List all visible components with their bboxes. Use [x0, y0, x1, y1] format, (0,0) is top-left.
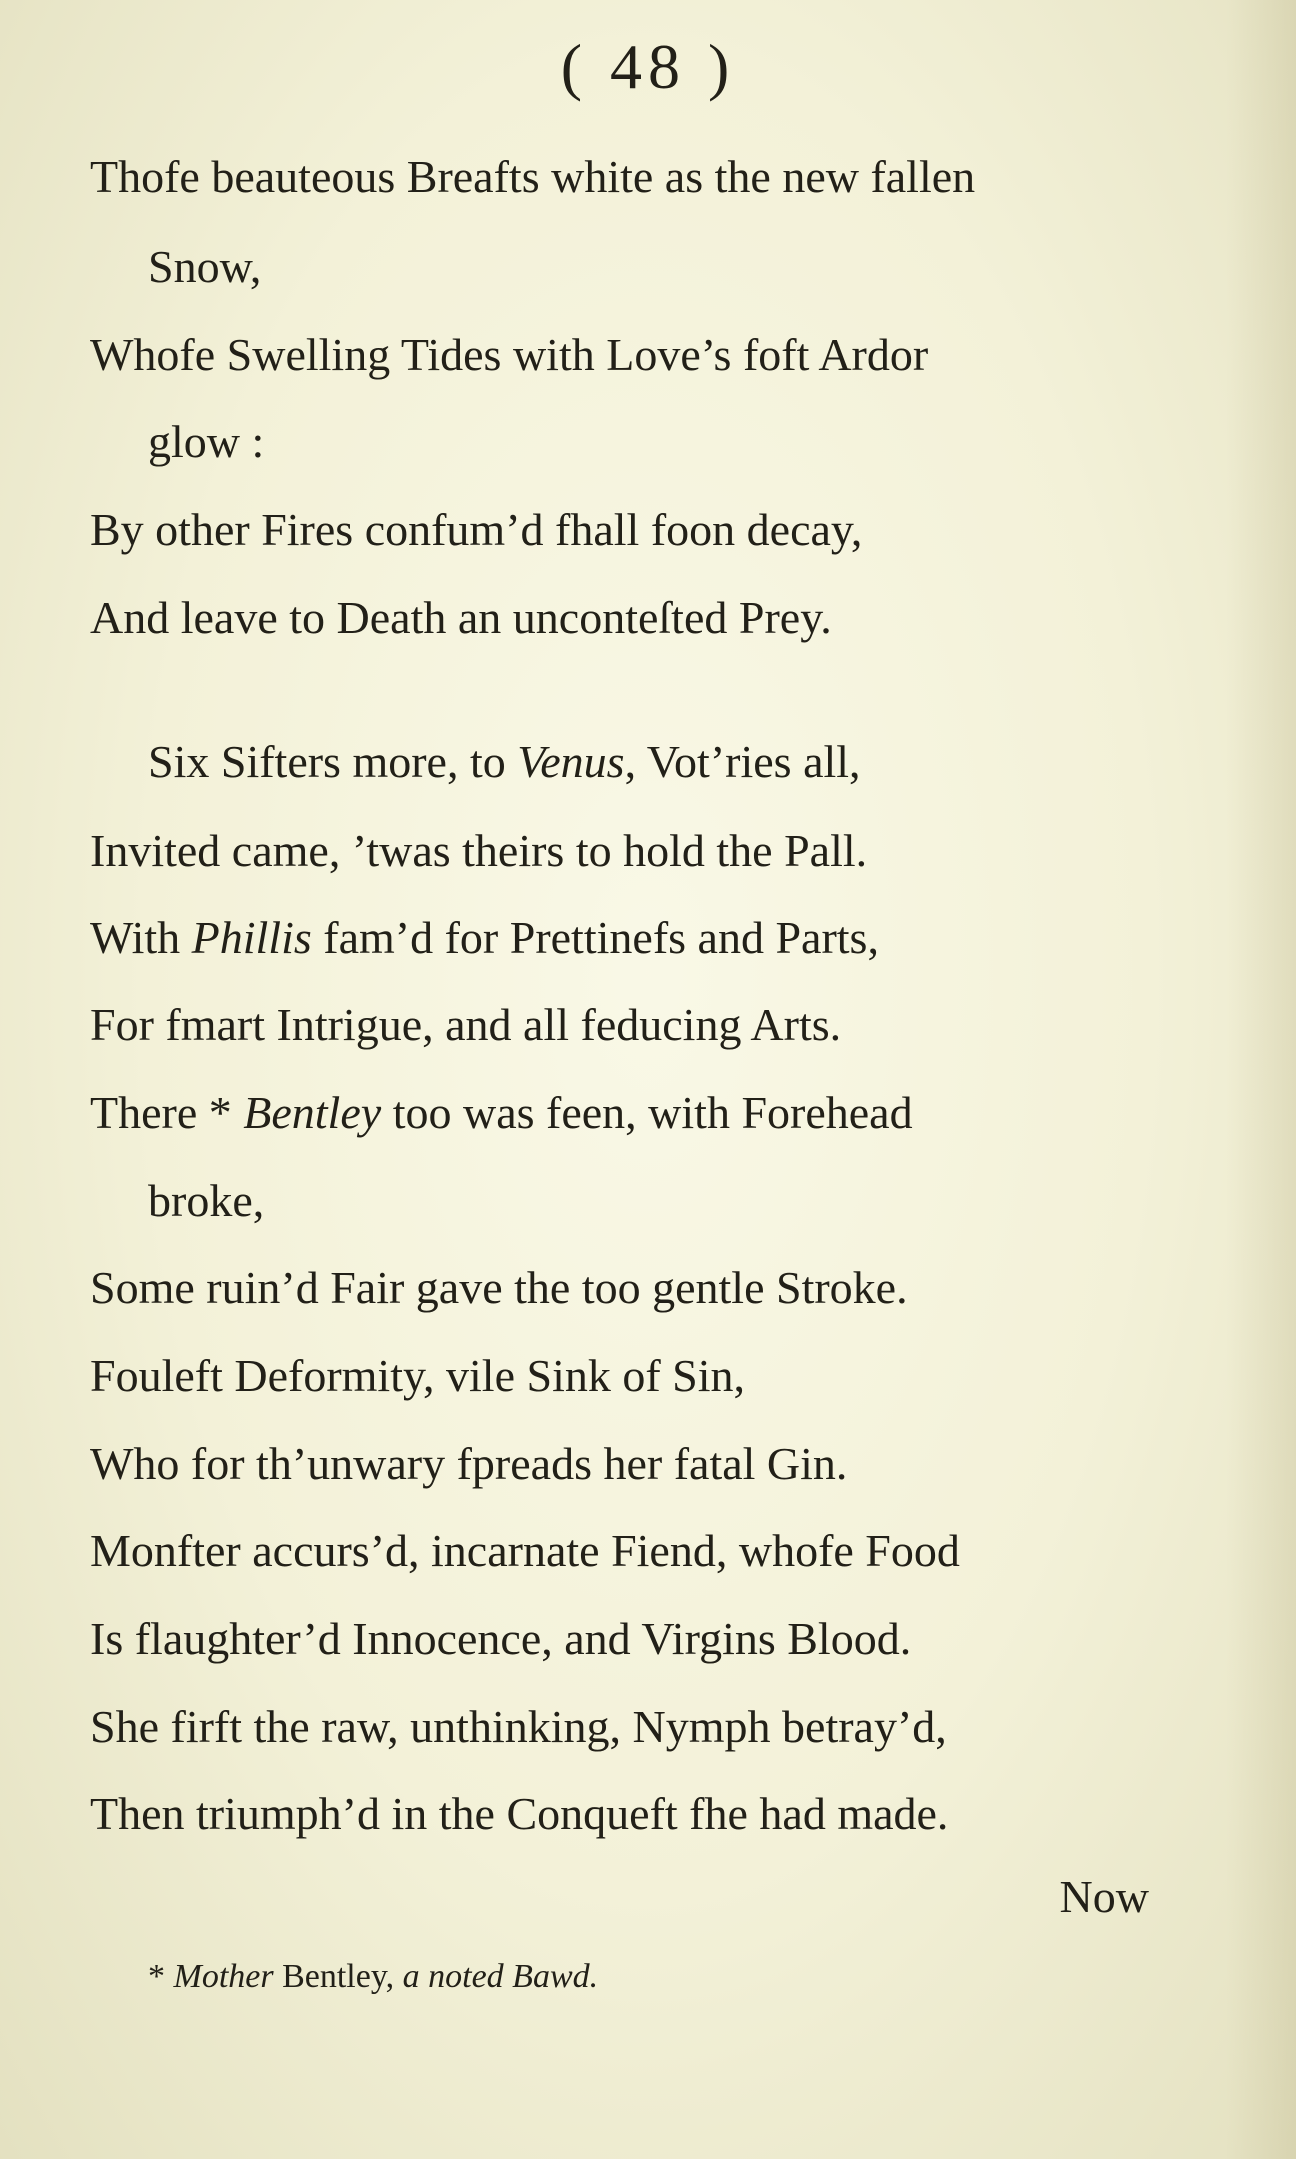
footnote	[148, 1958, 598, 1996]
verse-line: Snow,	[148, 241, 262, 292]
verse-text: , Vot’ries all,	[624, 736, 861, 787]
verse-text: With	[90, 912, 192, 963]
footnote-italic-text: Mother	[173, 1958, 274, 1995]
verse-line: Fouleft Deformity, vile Sink of Sin,	[90, 1350, 746, 1401]
footnote-text: Bentley,	[273, 1958, 403, 1995]
verse-italic-name: Venus	[517, 736, 625, 787]
verse-italic-name: Bentley	[243, 1087, 382, 1138]
verse-text: too was feen, with Forehead	[381, 1087, 913, 1138]
verse-text: Six Sifters more, to	[148, 736, 518, 787]
footnote-marker: *	[148, 1958, 174, 1995]
verse-line: Who for th’unwary fpreads her fatal Gin.	[90, 1438, 848, 1489]
verse-text: fam’d for Prettinefs and Parts,	[311, 912, 879, 963]
verse-line	[90, 1086, 913, 1139]
catchword: Now	[1059, 1871, 1149, 1922]
verse-line: Monfter accurs’d, incarnate Fiend, whofe Food	[90, 1525, 960, 1576]
verse-line: Thofe beauteous Breafts white as the new fallen	[90, 151, 976, 202]
verse-line: She firft the raw, unthinking, Nymph betray’d,	[90, 1701, 947, 1752]
verse-line: Is flaughter’d Innocence, and Virgins Blood.	[90, 1613, 912, 1664]
verse-line	[90, 911, 879, 964]
verse-line: Then triumph’d in the Conqueft fhe had made.	[90, 1788, 949, 1839]
verse-line: glow :	[148, 416, 265, 467]
verse-line	[148, 735, 861, 788]
verse-line: For fmart Intrigue, and all feducing Arts.	[90, 999, 842, 1050]
verse-line: And leave to Death an unconteſted Prey.	[90, 592, 832, 643]
page-edge-shadow	[1226, 0, 1296, 2159]
page-number: ( 48 )	[560, 31, 736, 102]
verse-text: There *	[90, 1087, 244, 1138]
verse-line: Invited came, ’twas theirs to hold the Pall.	[90, 825, 868, 876]
verse-italic-name: Phillis	[191, 912, 312, 963]
verse-line: By other Fires confum’d fhall foon decay,	[90, 504, 863, 555]
verse-line: Some ruin’d Fair gave the too gentle Stroke.	[90, 1262, 908, 1313]
footnote-italic-text: a noted Bawd.	[402, 1958, 599, 1995]
verse-line: Whofe Swelling Tides with Love’s foft Ardor	[90, 329, 929, 380]
verse-line: broke,	[148, 1175, 265, 1226]
